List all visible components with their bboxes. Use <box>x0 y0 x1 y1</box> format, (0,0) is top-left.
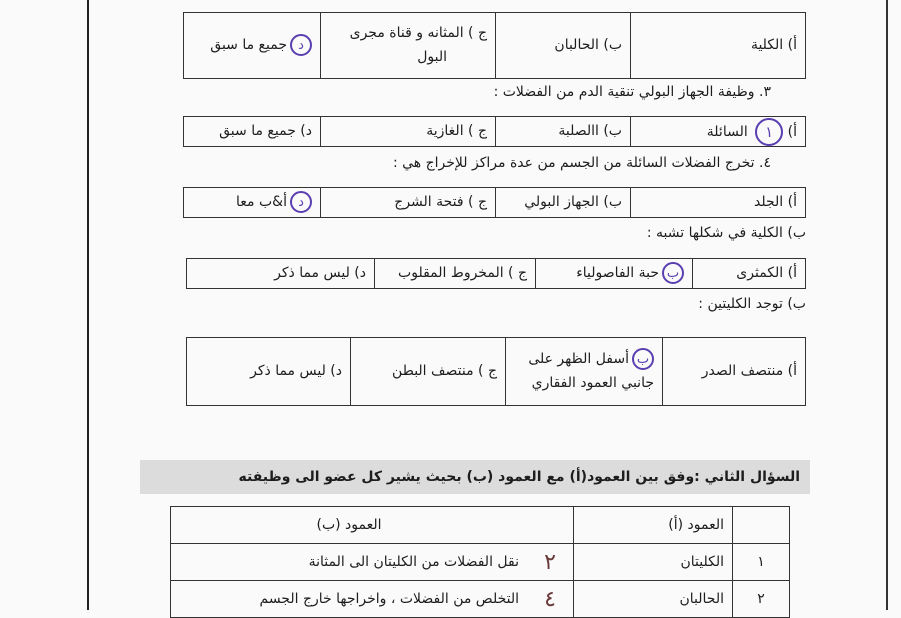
option-b[interactable]: بأسفل الظهر على جانبي العمود الفقاري <box>506 338 663 406</box>
option-a[interactable]: أ) الجلد <box>631 188 806 218</box>
answer-cell[interactable] <box>527 544 574 581</box>
row-number: ٢ <box>733 581 790 618</box>
options-table-q2 <box>183 12 806 79</box>
options-table-q3 <box>183 116 806 147</box>
option-d[interactable]: د) ليس مما ذكر <box>187 259 375 289</box>
option-d[interactable]: دجميع ما سبق <box>184 13 321 79</box>
options-table-q5 <box>186 258 806 289</box>
option-b[interactable]: ب) االصلبة <box>496 117 631 147</box>
col-a-cell: الكليتان <box>574 544 733 581</box>
question-5: ب) الكلية في شكلها تشبه : <box>646 225 806 241</box>
page-edge-left <box>87 0 89 610</box>
option-d[interactable]: دأ&ب معا <box>184 188 321 218</box>
option-d[interactable]: د) جميع ما سبق <box>184 117 321 147</box>
handwritten-answer: ٤ <box>544 586 556 612</box>
matching-table <box>170 506 790 618</box>
option-c[interactable]: ج ) الغازية <box>321 117 496 147</box>
header-col-b: العمود (ب) <box>171 507 528 544</box>
option-c[interactable]: ج ) منتصف البطن <box>351 338 506 406</box>
answer-circle-mark: د <box>290 191 312 213</box>
col-b-cell: نقل الفضلات من الكليتان الى المثانة <box>171 544 528 581</box>
col-a-cell: الحالبان <box>574 581 733 618</box>
answer-circle-mark: د <box>290 34 312 56</box>
question-4: ٤. تخرج الفضلات السائلة من الجسم من عدة مراكز للإخراج هي : <box>392 155 771 171</box>
answer-circle-mark: ب <box>632 348 654 370</box>
header-num <box>733 507 790 544</box>
answer-circle-mark: ب <box>662 262 684 284</box>
option-b[interactable]: بحبة الفاصولياء <box>536 259 693 289</box>
option-a[interactable]: أ) الكلية <box>631 13 806 79</box>
table-row <box>171 544 790 581</box>
option-d[interactable]: د) ليس مما ذكر <box>187 338 351 406</box>
header-col-a: العمود (أ) <box>574 507 733 544</box>
option-c[interactable]: ج ) المثانه و قناة مجرى البول <box>321 13 496 79</box>
handwritten-answer: ٢ <box>544 549 556 575</box>
option-a[interactable]: أ) ١ السائلة <box>631 117 806 147</box>
options-table-q6 <box>186 337 806 406</box>
header-answer <box>527 507 574 544</box>
answer-cell[interactable] <box>527 581 574 618</box>
options-table-q4 <box>183 187 806 218</box>
row-number: ١ <box>733 544 790 581</box>
option-a[interactable]: أ) الكمثرى <box>693 259 806 289</box>
answer-circle-mark: ١ <box>755 118 783 146</box>
col-b-cell: التخلص من الفضلات ، واخراجها خارج الجسم <box>171 581 528 618</box>
section-2-heading: السؤال الثاني :وفق بين العمود(أ) مع العمود (ب) بحيث يشير كل عضو الى وظيفته <box>140 460 810 494</box>
option-c[interactable]: ج ) فتحة الشرج <box>321 188 496 218</box>
option-a[interactable]: أ) منتصف الصدر <box>663 338 806 406</box>
table-row <box>171 581 790 618</box>
question-3: ٣. وظيفة الجهاز البولي تنقية الدم من الفضلات : <box>493 84 771 100</box>
page-edge-right <box>886 0 888 610</box>
option-b[interactable]: ب) الجهاز البولي <box>496 188 631 218</box>
option-c[interactable]: ج ) المخروط المقلوب <box>375 259 536 289</box>
question-6: ب) توجد الكليتين : <box>698 296 806 312</box>
option-b[interactable]: ب) الحالبان <box>496 13 631 79</box>
